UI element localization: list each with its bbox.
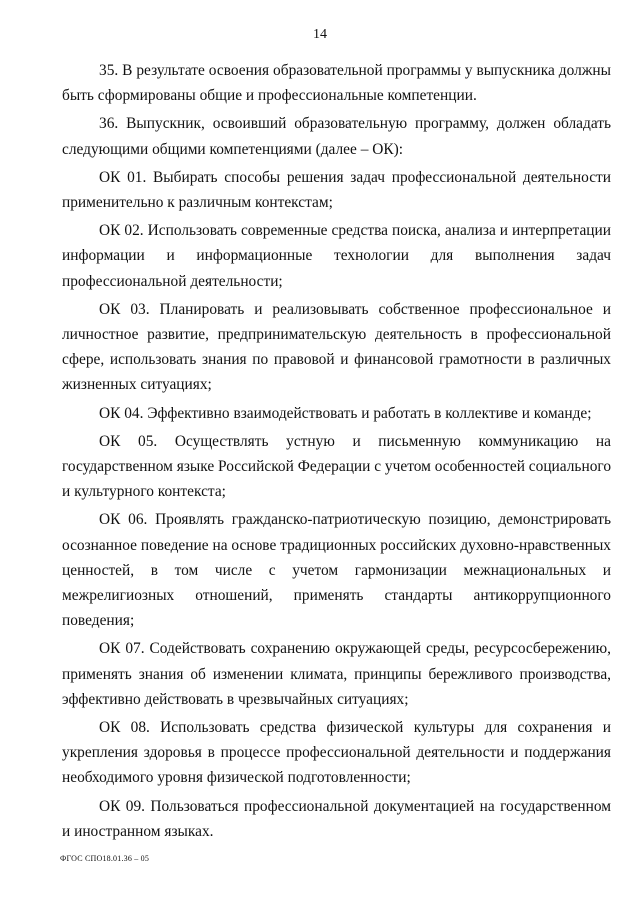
competency-ok-03: ОК 03. Планировать и реализовывать собственное профессиональное и личностное развитие, предпринимательскую деятельность в профессиональной сфере, использовать знания по правовой и финансовой грамотности в различных жизненных ситуациях; <box>62 300 611 394</box>
competency-ok-01: ОК 01. Выбирать способы решения задач профессиональной деятельности применительно к различным контекстам; <box>62 168 611 212</box>
page-number: 14 <box>313 27 327 42</box>
competency-ok-05: ОК 05. Осуществлять устную и письменную коммуникацию на государственном языке Российской Федерации с учетом особенностей социального и культурного контекста; <box>62 432 612 501</box>
competency-ok-02: ОК 02. Использовать современные средства поиска, анализа и интерпретации информации и информационные технологии для выполнения задач профессиональной деятельности; <box>62 222 611 290</box>
competency-ok-07: ОК 07. Содействовать сохранению окружающей среды, ресурсосбережению, применять знания об изменении климата, принципы бережливого производства, эффективно действовать в чрезвычайных ситуациях; <box>62 640 611 708</box>
paragraph-36: 36. Выпускник, освоивший образовательную программу, должен обладать следующими общими компетенциями (далее – ОК): <box>62 115 611 158</box>
document-body <box>62 58 611 844</box>
competency-ok-09: ОК 09. Пользоваться профессиональной документацией на государственном и иностранном языках. <box>62 797 611 840</box>
competency-ok-06: ОК 06. Проявлять гражданско-патриотическую позицию, демонстрировать осознанное поведение на основе традиционных российских духовно-нравственных ценностей, в том числе с учетом гармонизации межнациональных и межрелигиозных отношений, применять стандарты антикоррупционного поведения; <box>62 511 611 630</box>
document-footer-code: ФГОС СПО18.01.36 – 05 <box>60 854 150 863</box>
competency-ok-04: ОК 04. Эффективно взаимодействовать и работать в коллективе и команде; <box>99 404 592 422</box>
competency-ok-08: ОК 08. Использовать средства физической культуры для сохранения и укрепления здоровья в процессе профессиональной деятельности и поддержания необходимого уровня физической подготовленности; <box>62 719 611 787</box>
paragraph-35: 35. В результате освоения образовательной программы у выпускника должны быть сформированы общие и профессиональные компетенции. <box>62 62 611 105</box>
